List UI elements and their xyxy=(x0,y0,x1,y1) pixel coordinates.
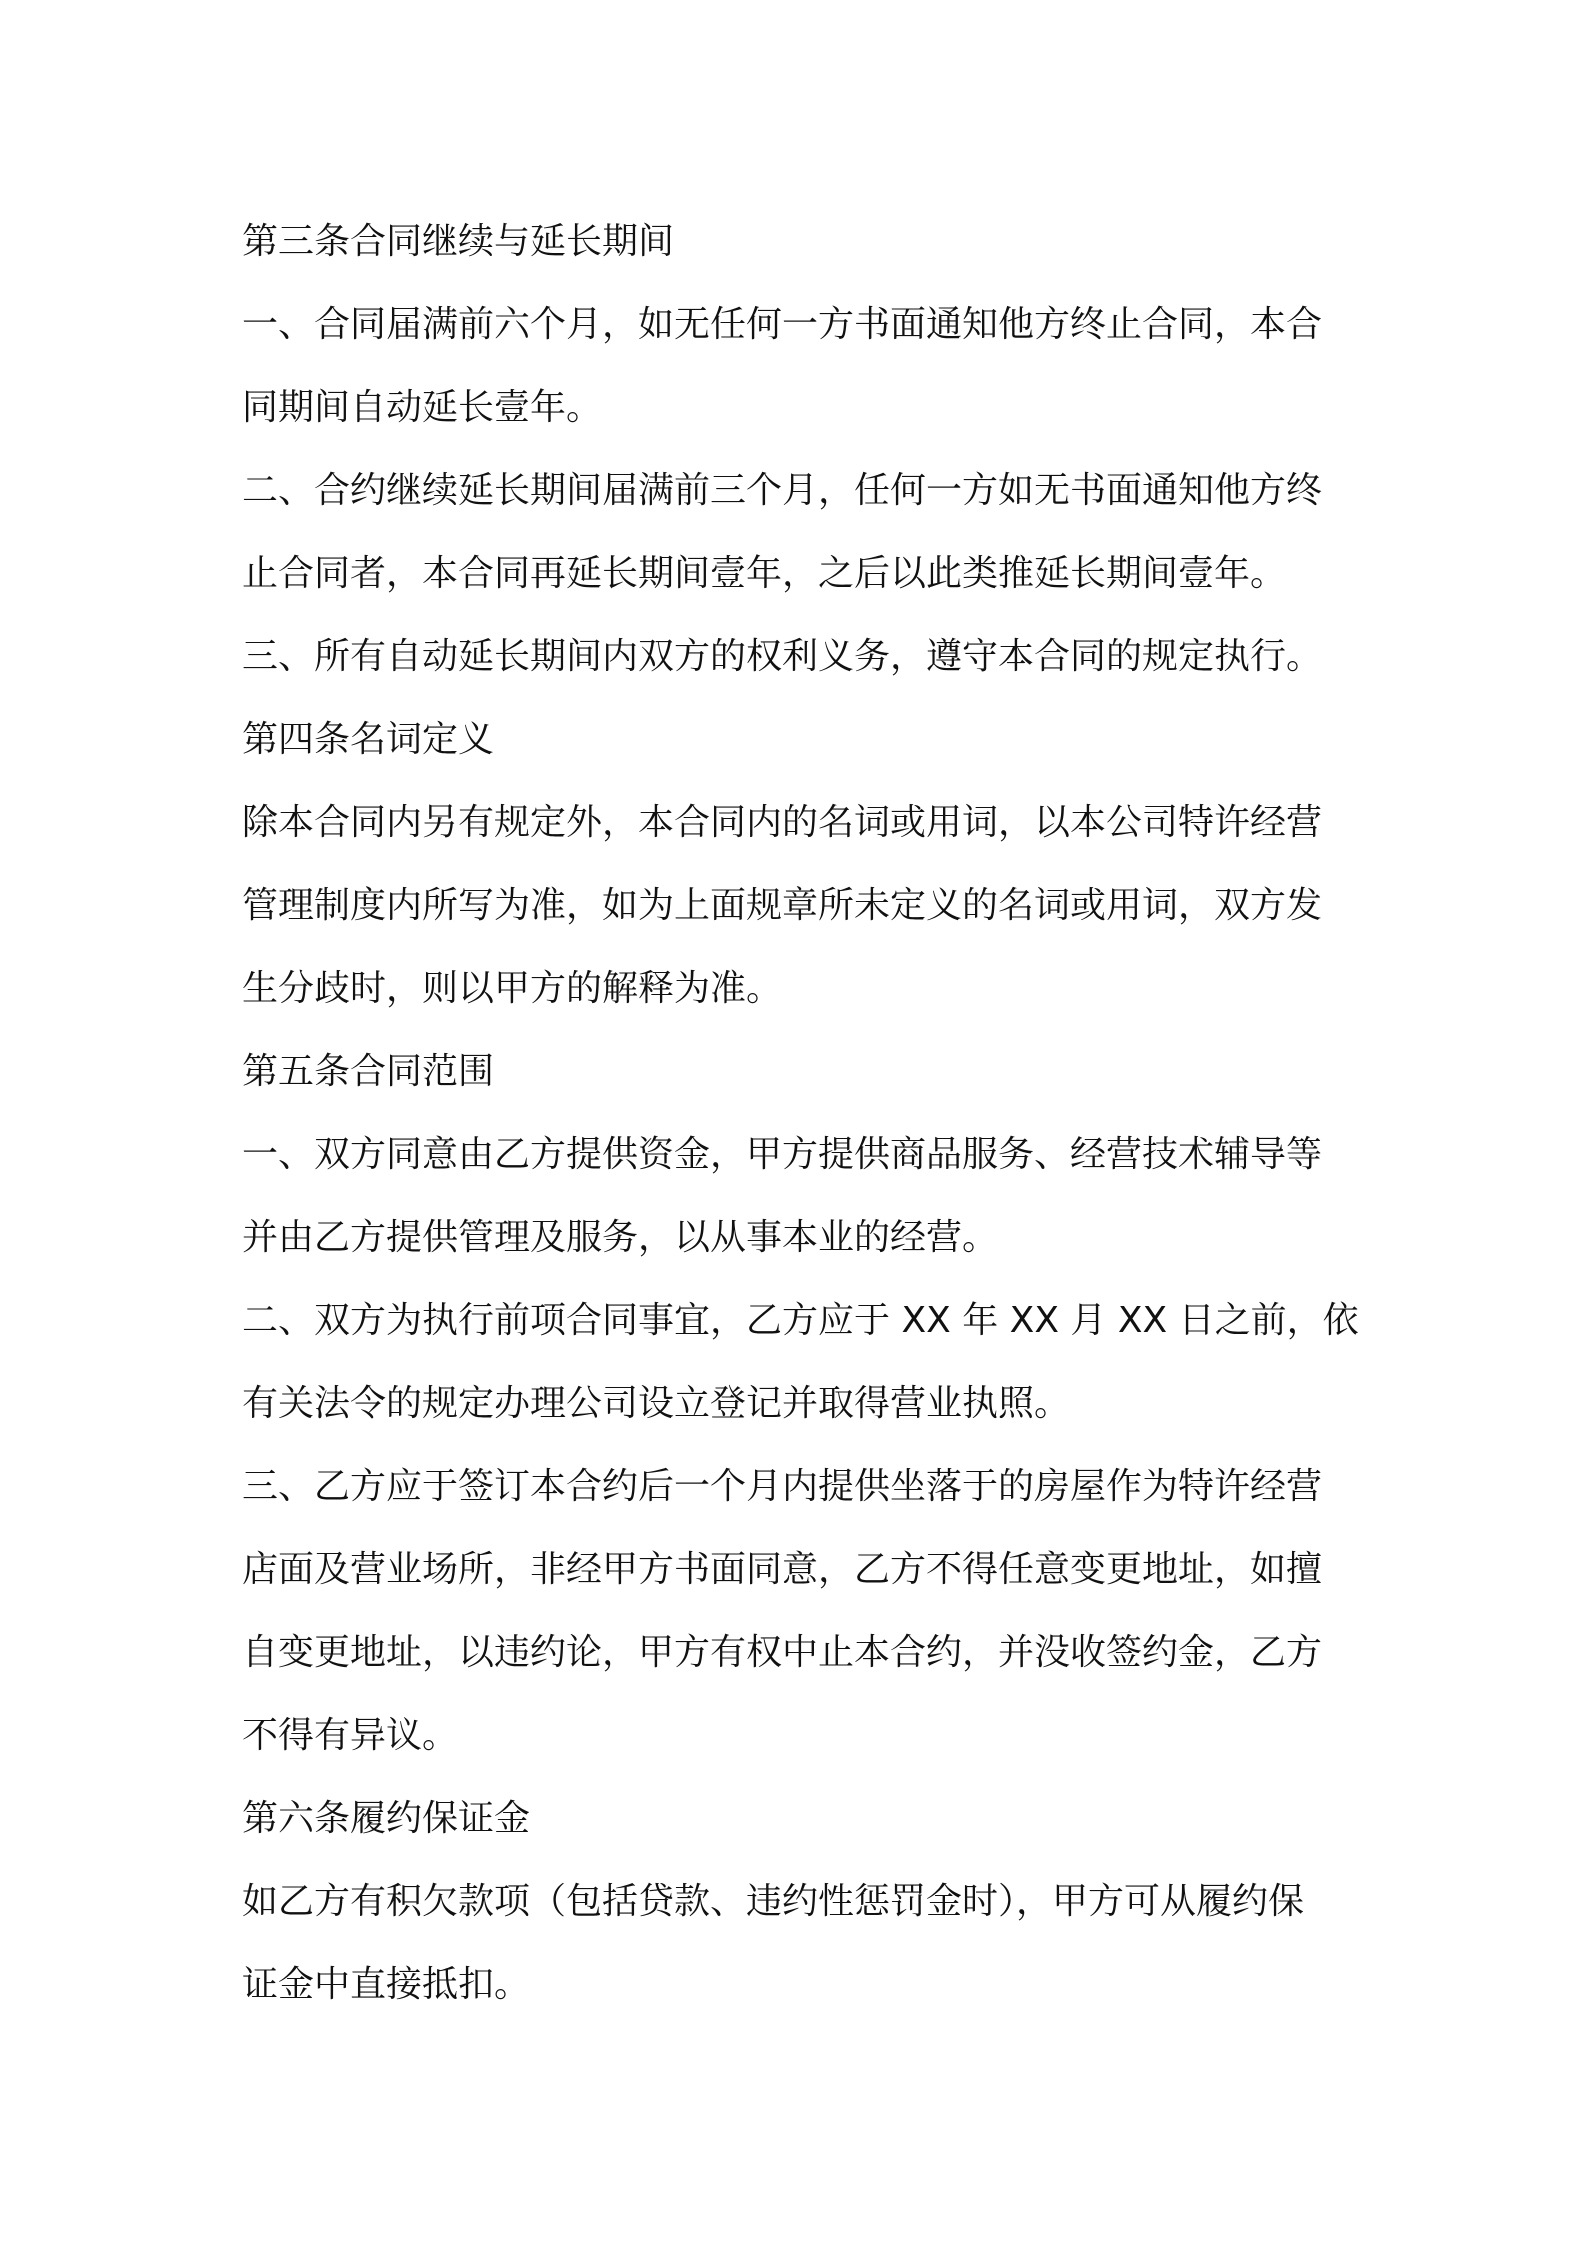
article-5-heading: 第五条合同范围 xyxy=(242,1051,495,1092)
paragraph-line: 管理制度内所写为准，如为上面规章所未定义的名词或用词，双方发 xyxy=(242,885,1323,926)
paragraph-line: 有关法令的规定办理公司设立登记并取得营业执照。 xyxy=(242,1383,1071,1424)
paragraph-line: 二、双方为执行前项合同事宜，乙方应于 XX 年 XX 月 XX 日之前，依 xyxy=(242,1300,1359,1341)
paragraph-line: 一、合同届满前六个月，如无任何一方书面通知他方终止合同，本合 xyxy=(242,304,1323,345)
paragraph-line: 自变更地址，以违约论，甲方有权中止本合约，并没收签约金，乙方 xyxy=(242,1632,1323,1673)
paragraph-line: 三、所有自动延长期间内双方的权利义务，遵守本合同的规定执行。 xyxy=(242,636,1323,677)
paragraph-line: 证金中直接抵扣。 xyxy=(242,1964,531,2005)
paragraph-line: 三、乙方应于签订本合约后一个月内提供坐落于的房屋作为特许经营 xyxy=(242,1466,1323,1507)
paragraph-line: 除本合同内另有规定外，本合同内的名词或用词，以本公司特许经营 xyxy=(242,802,1323,843)
paragraph-line: 生分歧时，则以甲方的解释为准。 xyxy=(242,968,783,1009)
paragraph-line: 并由乙方提供管理及服务，以从事本业的经营。 xyxy=(242,1217,999,1258)
article-3-heading: 第三条合同继续与延长期间 xyxy=(242,221,675,262)
document-body xyxy=(242,200,1359,2026)
paragraph-line: 止合同者，本合同再延长期间壹年，之后以此类推延长期间壹年。 xyxy=(242,553,1287,594)
paragraph-line: 二、合约继续延长期间届满前三个月，任何一方如无书面通知他方终 xyxy=(242,470,1323,511)
paragraph-line: 不得有异议。 xyxy=(242,1715,459,1756)
paragraph-line: 如乙方有积欠款项（包括贷款、违约性惩罚金时），甲方可从履约保 xyxy=(242,1881,1305,1922)
paragraph-line: 同期间自动延长壹年。 xyxy=(242,387,603,428)
article-6-heading: 第六条履约保证金 xyxy=(242,1798,531,1839)
article-4-heading: 第四条名词定义 xyxy=(242,719,495,760)
paragraph-line: 店面及营业场所，非经甲方书面同意，乙方不得任意变更地址，如擅 xyxy=(242,1549,1323,1590)
paragraph-line: 一、双方同意由乙方提供资金，甲方提供商品服务、经营技术辅导等 xyxy=(242,1134,1323,1175)
